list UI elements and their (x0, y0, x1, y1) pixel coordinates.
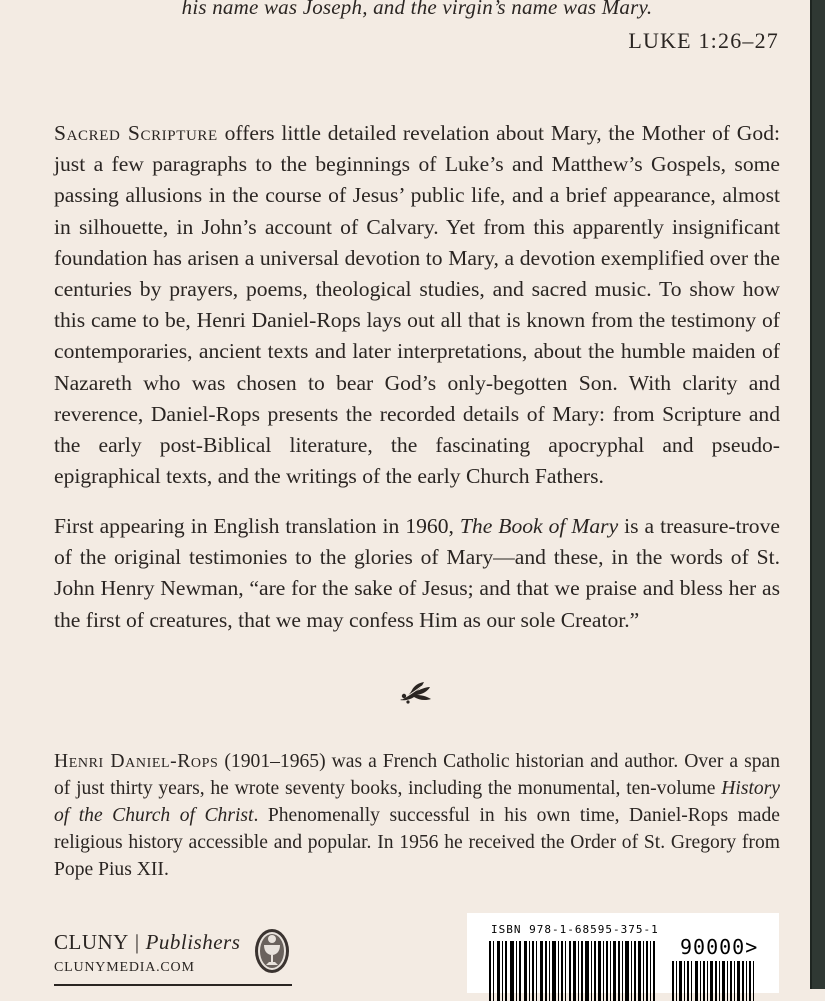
publisher-separator: | (134, 930, 140, 954)
chalice-seal-icon (254, 928, 290, 974)
author-bio (54, 748, 780, 883)
work-title: History of the Church of Christ (54, 778, 780, 826)
lead-in-small-caps: Sacred Scripture (54, 121, 218, 145)
author-name: Henri Daniel-Rops (54, 751, 219, 772)
paragraph-text: is a treasure-trove of the original testimonies to the glories of Mary—and these, in the words of St. John Henry Newman, “are for the sake of Jesus; and that we praise and bless her as the first of creatures, that we may confess Him as our sole Creator.” (54, 514, 780, 632)
isbn-text: ISBN 978-1-68595-375-1 (491, 923, 659, 936)
spine-edge (810, 0, 825, 989)
publisher-underline (54, 984, 292, 986)
bio-text: (1901–1965) was a French Catholic historian and author. Over a span of just thirty years, he wrote seventy books, including the monumental, ten-volume (54, 751, 780, 799)
barcode-bars (489, 941, 659, 1001)
publisher-block (54, 928, 292, 989)
book-title: The Book of Mary (459, 514, 619, 538)
publisher-name (54, 930, 240, 955)
publisher-label: Publishers (145, 930, 241, 954)
price-barcode-bars (672, 961, 762, 1001)
description-paragraph-2 (54, 511, 780, 636)
isbn-barcode (467, 913, 779, 993)
publisher-wordmark: CLUNY (54, 930, 129, 954)
epigraph-citation: LUKE 1:26–27 (628, 28, 779, 53)
epigraph-quote: his name was Joseph, and the virgin’s name was Mary. (181, 0, 653, 19)
fleuron-leaf-icon (398, 678, 434, 704)
description-paragraph-1 (54, 118, 780, 492)
bio-text: . Phenomenally successful in his own time, Daniel-Rops made religious history accessible and popular. In 1956 he received the Order of St. Gregory from Pope Pius XII. (54, 805, 780, 880)
paragraph-text: offers little detailed revelation about Mary, the Mother of God: just a few paragraphs to the beginnings of Luke’s and Matthew’s Gospels, some passing allusions in the course of Jesus’ public life, and a brief appearance, almost in silhouette, in John’s account of Calvary. Yet from this apparently insignificant foundation has arisen a universal devotion to Mary, a devotion exemplified over the centuries by prayers, poems, theological studies, and sacred music. To show how this came to be, Henri Daniel-Rops lays out all that is known from the testimony of contemporaries, ancient texts and later interpretations, about the humble maiden of Nazareth who was chosen to bear God’s only-begotten Son. With clarity and reverence, Daniel-Rops presents the recorded details of Mary: from Scripture and the early post-Biblical literature, the fascinating apocryphal and pseudo-epigraphical texts, and the writings of the early Church Fathers. (54, 121, 780, 489)
paragraph-text: First appearing in English translation in 1960, (54, 514, 460, 538)
price-code: 90000> (680, 935, 759, 959)
publisher-url[interactable]: CLUNYMEDIA.COM (54, 960, 195, 975)
